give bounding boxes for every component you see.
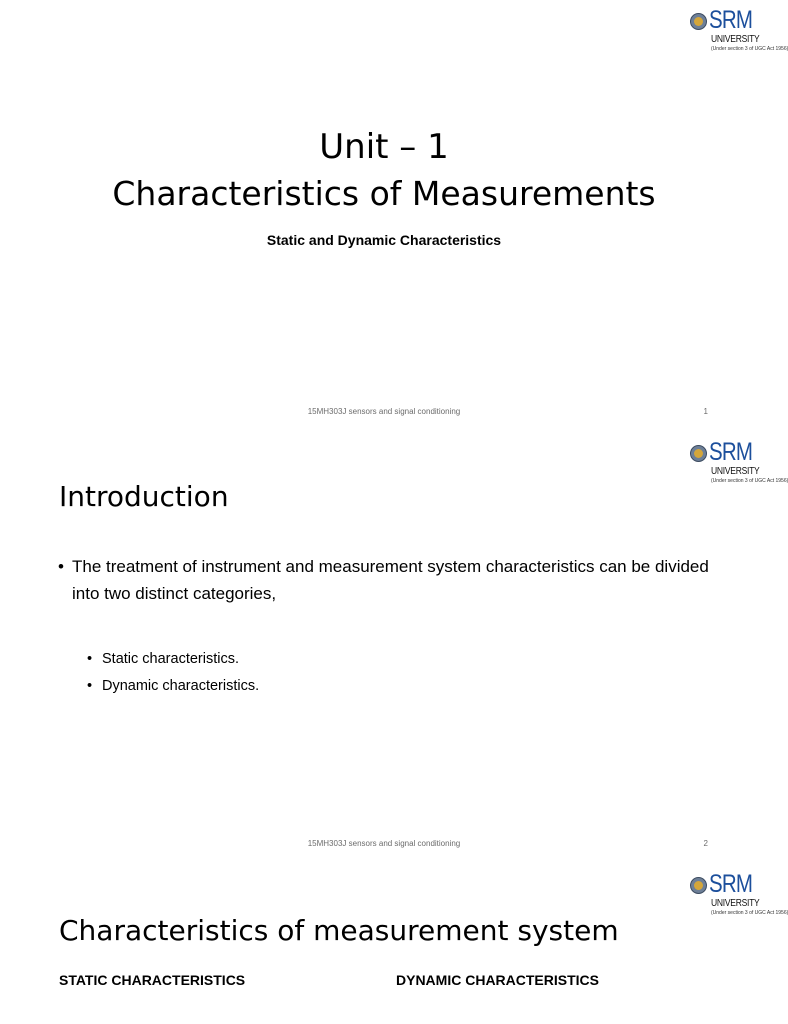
static-characteristics-heading: STATIC CHARACTERISTICS — [59, 972, 246, 988]
logo-tagline: (Under section 3 of UGC Act 1956) — [711, 46, 788, 52]
logo-tagline: (Under section 3 of UGC Act 1956) — [711, 478, 788, 484]
page-number: 1 — [703, 407, 708, 416]
logo-subtitle: UNIVERSITY — [711, 34, 760, 45]
bullet-dot-icon: • — [58, 557, 64, 576]
slide-3 — [0, 864, 788, 1024]
logo-subtitle: UNIVERSITY — [711, 466, 760, 477]
slide-heading: Introduction — [59, 480, 229, 513]
page-number: 2 — [703, 839, 708, 848]
sub-bullet-text: Dynamic characteristics. — [102, 678, 260, 694]
slide-2 — [0, 432, 788, 864]
unit-title: Unit – 1 — [319, 127, 449, 167]
logo-tagline: (Under section 3 of UGC Act 1956) — [711, 910, 788, 916]
seal-icon — [690, 13, 707, 30]
logo-name: SRM — [709, 870, 753, 898]
sub-bullet-item — [87, 646, 259, 673]
slide-subtitle: Static and Dynamic Characteristics — [266, 232, 502, 248]
bullet-dot-icon: • — [87, 651, 93, 667]
logo-subtitle: UNIVERSITY — [711, 898, 760, 909]
footer-course: 15MH303J sensors and signal conditioning — [307, 839, 461, 848]
footer-course: 15MH303J sensors and signal conditioning — [307, 407, 461, 416]
slide-title: Characteristics of Measurements — [112, 174, 656, 213]
logo-name: SRM — [709, 438, 753, 466]
seal-icon — [690, 445, 707, 462]
logo-name: SRM — [709, 6, 753, 34]
sub-bullet-text: Static characteristics. — [102, 651, 239, 667]
seal-icon — [690, 877, 707, 894]
slide-heading: Characteristics of measurement system — [59, 914, 619, 947]
bullet-text: The treatment of instrument and measurement system characteristics can be divided into two distinct categories, — [72, 557, 709, 603]
bullet-dot-icon: • — [87, 678, 93, 694]
dynamic-characteristics-heading: DYNAMIC CHARACTERISTICS — [396, 972, 599, 988]
slide-1 — [0, 0, 788, 432]
sub-bullet-list — [87, 646, 259, 700]
university-logo — [690, 438, 788, 494]
sub-bullet-item — [87, 673, 259, 700]
university-logo — [690, 870, 788, 926]
university-logo — [690, 6, 788, 62]
